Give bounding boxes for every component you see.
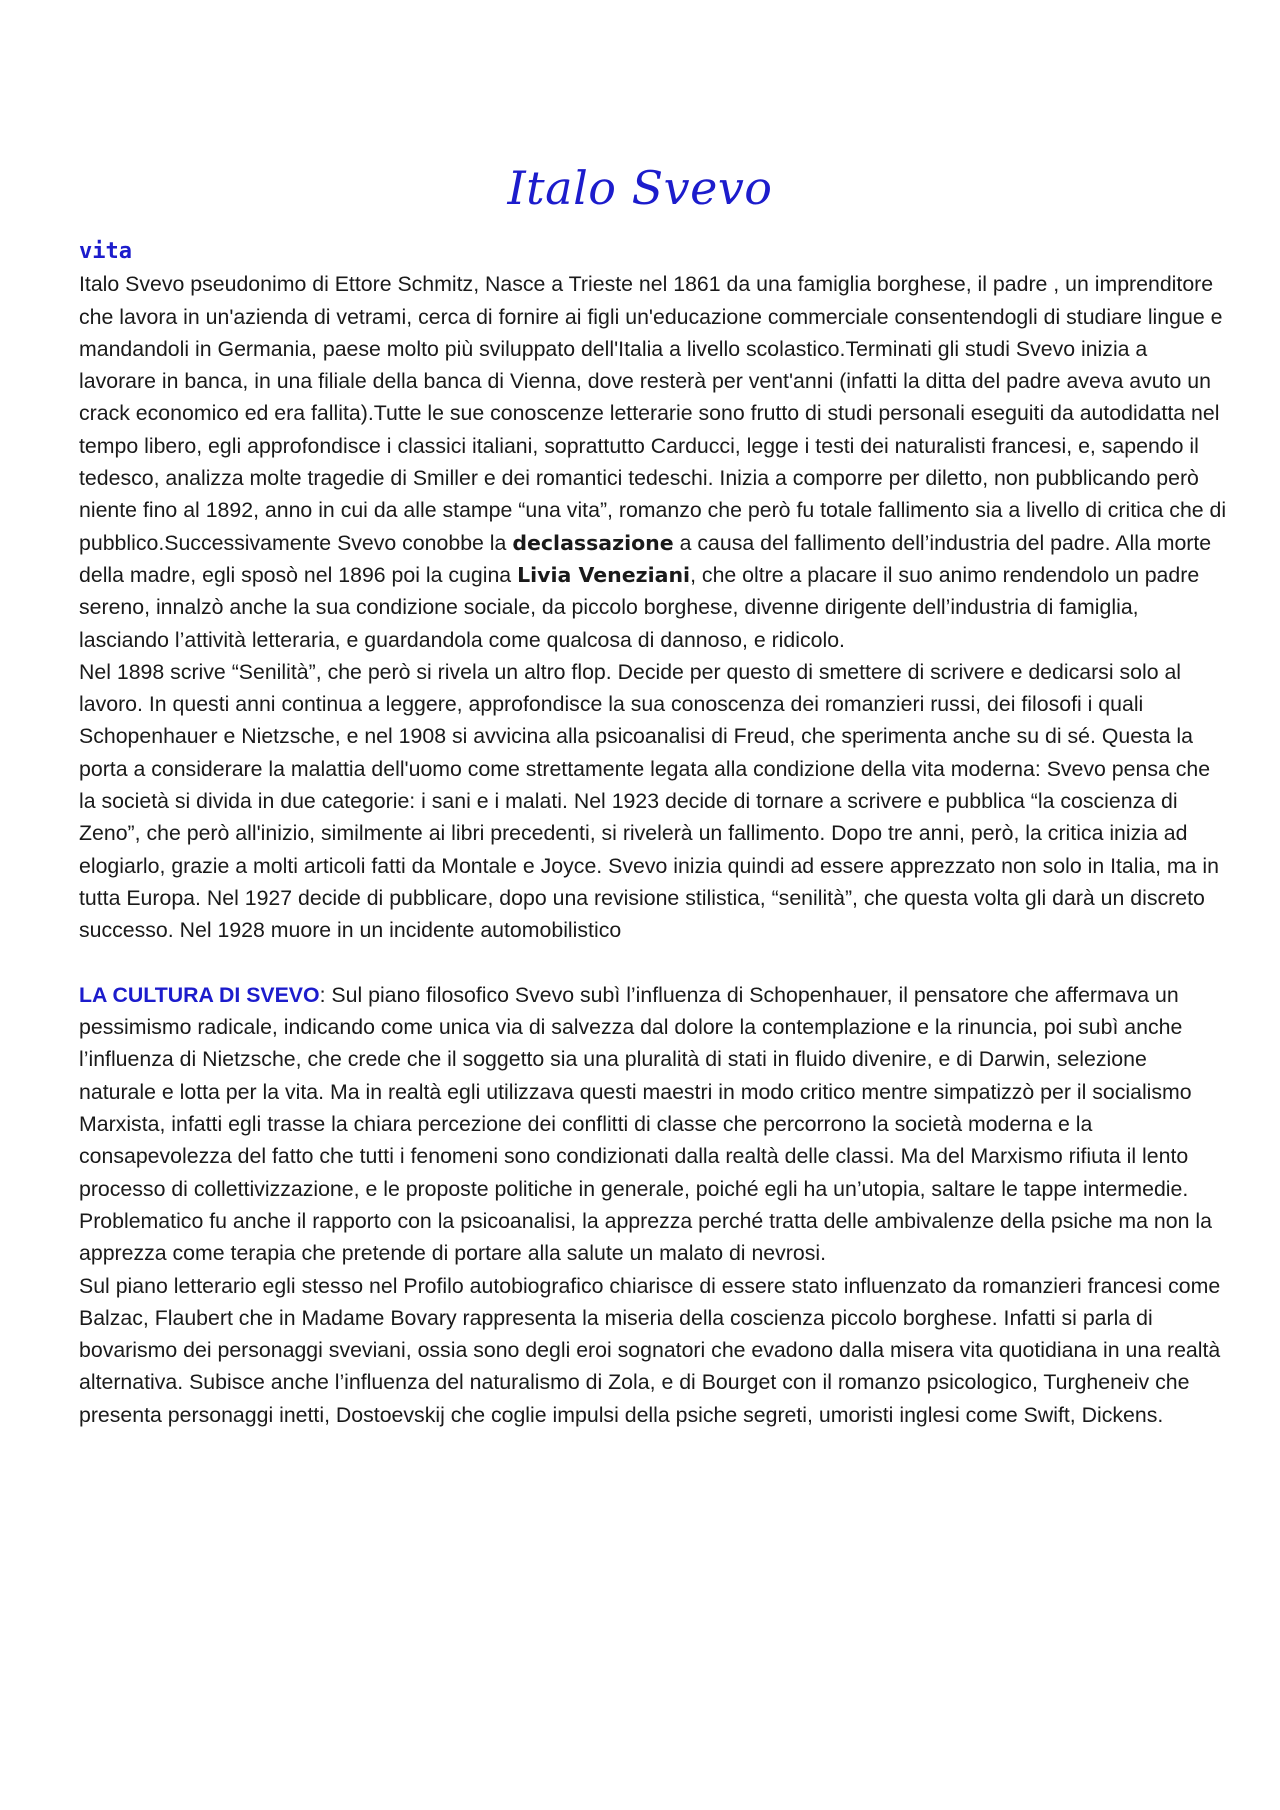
vita-paragraph-1 <box>79 268 1229 656</box>
vita-p1-bold-livia-veneziani: Livia Veneziani <box>517 562 691 587</box>
document-title: Italo Svevo <box>507 161 773 215</box>
section-spacer <box>79 947 1229 979</box>
vita-p1-text-2: a causa del fallimento dell’industria del padre. Alla morte della madre, egli sposò nel 1896 poi la cugina <box>79 530 1212 587</box>
document-body <box>79 236 1229 1431</box>
cultura-paragraph-1 <box>79 979 1229 1270</box>
cultura-p1-text: : Sul piano filosofico Svevo subì l’influenza di Schopenhauer, il pensatore che affermava un pessimismo radicale, indicando come unica via di salvezza dal dolore la contemplazione e la rinuncia, poi subì anche l’influenza di Nietzsche, che crede che il soggetto sia una pluralità di stati in fluido divenire, e di Darwin, selezione naturale e lotta per la vita. Ma in realtà egli utilizzava questi maestri in modo critico mentre simpatizzò per il socialismo Marxista, infatti egli trasse la chiara percezione dei conflitti di classe che percorrono la società moderna e la consapevolezza del fatto che tutti i fenomeni sono condizionati dalla realtà delle classi. Ma del Marxismo rifiuta il lento processo di collettivizzazione, e le proposte politiche in generale, poiché egli ha un’utopia, saltare le tappe intermedie. Problematico fu anche il rapporto con la psicoanalisi, la apprezza perché tratta delle ambivalenze della psiche ma non la apprezza come terapia che pretende di portare alla salute un malato di nevrosi. <box>79 982 1212 1266</box>
section-heading-cultura: LA CULTURA DI SVEVO <box>79 982 320 1007</box>
vita-p1-text-3: , che oltre a placare il suo animo rendendolo un padre sereno, innalzò anche la sua condizione sociale, da piccolo borghese, divenne dirigente dell’industria di famiglia, lasciando l’attività letteraria, e guardandola come qualcosa di dannoso, e ridicolo. <box>79 562 1200 652</box>
vita-p1-text-1: Italo Svevo pseudonimo di Ettore Schmitz, Nasce a Trieste nel 1861 da una famiglia borghese, il padre , un imprenditore che lavora in un'azienda di vetrami, cerca di fornire ai figli un'educazione commerciale consentendogli di studiare lingue e mandandoli in Germania, paese molto più sviluppato dell'Italia a livello scolastico.Terminati gli studi Svevo inizia a lavorare in banca, in una filiale della banca di Vienna, dove resterà per vent'anni (infatti la ditta del padre aveva avuto un crack economico ed era fallita).Tutte le sue conoscenze letterarie sono frutto di studi personali eseguiti da autodidatta nel tempo libero, egli approfondisce i classici italiani, soprattutto Carducci, legge i testi dei naturalisti francesi, e, sapendo il tedesco, analizza molte tragedie di Smiller e dei romantici tedeschi. Inizia a comporre per diletto, non pubblicando però niente fino al 1892, anno in cui da alle stampe “una vita”, romanzo che però fu totale fallimento sia a livello di critica che di pubblico.Successivamente Svevo conobbe la <box>79 272 1227 555</box>
section-heading-vita: vita <box>79 239 132 264</box>
cultura-paragraph-2: Sul piano letterario egli stesso nel Profilo autobiografico chiarisce di essere stato influenzato da romanzieri francesi come Balzac, Flaubert che in Madame Bovary rappresenta la miseria della coscienza piccolo borghese. Infatti si parla di bovarismo dei personaggi sveviani, ossia sono degli eroi sognatori che evadono dalla misera vita quotidiana in una realtà alternativa. Subisce anche l’influenza del naturalismo di Zola, e di Bourget con il romanzo psicologico, Turgheneiv che presenta personaggi inetti, Dostoevskij che coglie impulsi della psiche segreti, umoristi inglesi come Swift, Dickens. <box>79 1273 1221 1427</box>
vita-paragraph-2: Nel 1898 scrive “Senilità”, che però si rivela un altro flop. Decide per questo di smettere di scrivere e dedicarsi solo al lavoro. In questi anni continua a leggere, approfondisce la sua conoscenza dei romanzieri russi, dei filosofi i quali Schopenhauer e Nietzsche, e nel 1908 si avvicina alla psicoanalisi di Freud, che sperimenta anche su di sé. Questa la porta a considerare la malattia dell'uomo come strettamente legata alla condizione della vita moderna: Svevo pensa che la società si divida in due categorie: i sani e i malati. Nel 1923 decide di tornare a scrivere e pubblica “la coscienza di Zeno”, che però all'inizio, similmente ai libri precedenti, si rivelerà un fallimento. Dopo tre anni, però, la critica inizia ad elogiarlo, grazie a molti articoli fatti da Montale e Joyce. Svevo inizia quindi ad essere apprezzato non solo in Italia, ma in tutta Europa. Nel 1927 decide di pubblicare, dopo una revisione stilistica, “senilità”, che questa volta gli darà un discreto successo. Nel 1928 muore in un incidente automobilistico <box>79 659 1219 943</box>
vita-p1-bold-declassazione: declassazione <box>512 530 674 555</box>
